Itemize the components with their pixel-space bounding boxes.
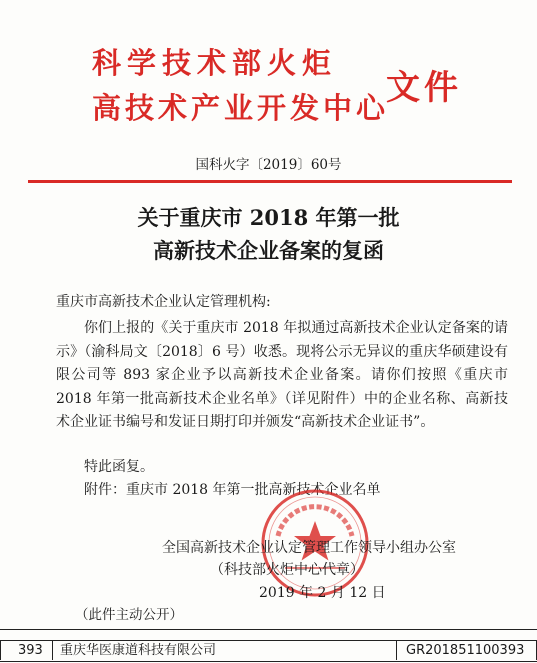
table-cell-cert-number: GR201851100393 bbox=[406, 643, 525, 658]
closing-text: 特此函复。 bbox=[84, 459, 154, 475]
table-border bbox=[52, 641, 53, 660]
table-cell-index: 393 bbox=[18, 643, 43, 658]
signature-date: 2019 年 2 月 12 日 bbox=[259, 585, 386, 601]
document-title-line1: 关于重庆市 2018 年第一批 bbox=[137, 205, 400, 230]
document-number: 国科火字〔2019〕60号 bbox=[195, 157, 342, 173]
body-paragraph: 你们上报的《关于重庆市 2018 年拟通过高新技术企业认定备案的请示》（渝科局文〔2018〕6 号）收悉。现将公示无异议的重庆华硕建设有限公司等 893 家企业予以高新技术企业备案。请你们按照《重庆市 2018 年第一批高新技术企业名单》（详见附件）中的企业名称、高新技术企业证书编号和发证日期打印并颁发“高新技术企业证书”。 bbox=[56, 320, 508, 431]
issuer-name-line2: 高技术产业开发中心 bbox=[92, 91, 390, 125]
footer-divider bbox=[0, 629, 537, 630]
header-divider bbox=[28, 180, 512, 183]
public-disclosure-note: （此件主动公开） bbox=[75, 607, 183, 623]
attachment-line: 附件：重庆市 2018 年第一批高新技术企业名单 bbox=[84, 482, 381, 498]
table-row bbox=[0, 640, 537, 662]
table-cell-company: 重庆华医康道科技有限公司 bbox=[60, 643, 217, 658]
signature-agency: （科技部火炬中心代章） bbox=[210, 562, 364, 578]
salutation: 重庆市高新技术企业认定管理机构: bbox=[56, 294, 271, 310]
table-border bbox=[396, 641, 397, 660]
table-border bbox=[0, 641, 1, 660]
document-title-line2: 高新技术企业备案的复函 bbox=[153, 238, 384, 263]
issuer-name-line1: 科学技术部火炬 bbox=[92, 46, 338, 80]
document-label: 文件 bbox=[386, 68, 462, 108]
signature-office: 全国高新技术企业认定管理工作领导小组办公室 bbox=[162, 540, 456, 556]
